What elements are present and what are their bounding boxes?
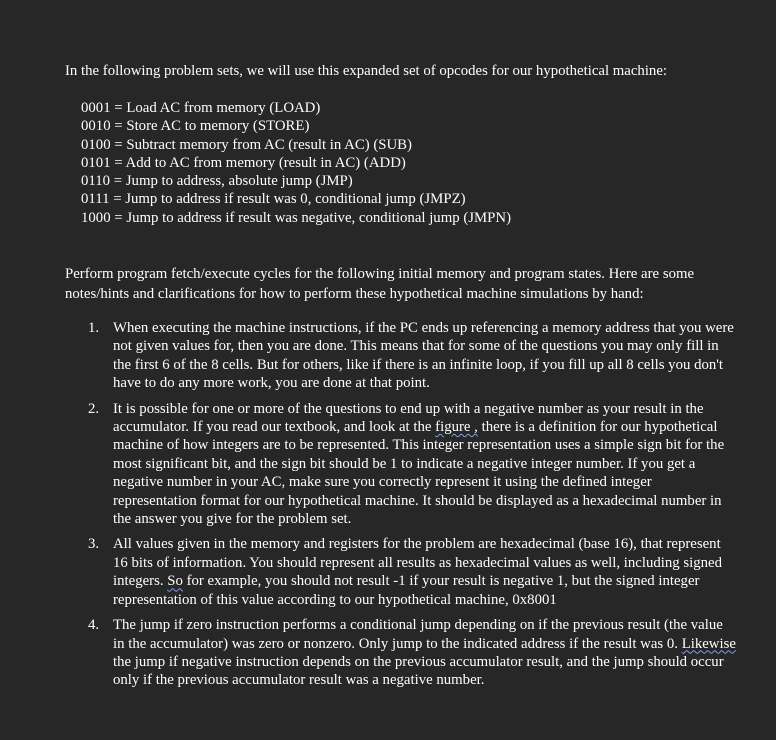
spellcheck-marked-word[interactable]: figure , [435, 419, 478, 436]
note-text [113, 616, 736, 690]
opcode-item: 0101 = Add to AC from memory (result in AC) (ADD) [81, 154, 406, 171]
note-text-segment: It is possible for one or more of the questions to end up with a negative number as your result in the accumulator. If you read our textbook, and look at the [113, 400, 704, 436]
note-text [113, 535, 736, 609]
note-number: 4. [88, 617, 100, 634]
note-number: 2. [88, 400, 100, 417]
opcode-list [81, 99, 511, 227]
opcode-item: 0001 = Load AC from memory (LOAD) [81, 100, 321, 116]
note-text-segment: All values given in the memory and registers for the problem are hexadecimal (base 16), that represent 16 bits of information. You should represent all results as hexadecimal values as well, including signed integers. [113, 536, 723, 590]
note-number: 3. [88, 536, 100, 553]
note-item [88, 400, 736, 529]
opcode-item: 0111 = Jump to address if result was 0, conditional jump (JMPZ) [81, 191, 466, 208]
spellcheck-marked-word[interactable]: So [167, 573, 183, 590]
intro-paragraph: In the following problem sets, we will use this expanded set of opcodes for our hypothetical machine: [65, 63, 668, 79]
opcode-item: 0100 = Subtract memory from AC (result in AC) (SUB) [81, 136, 412, 153]
notes-list [88, 319, 736, 690]
note-item [88, 319, 736, 393]
note-text-segment: for example, you should not result -1 if your result is negative 1, but the signed integer representation of this value according to our hypothetical machine, 0x8001 [113, 573, 700, 608]
note-item [88, 616, 736, 690]
opcode-item: 0110 = Jump to address, absolute jump (JMP) [81, 173, 353, 190]
note-number: 1. [88, 320, 100, 336]
opcode-item: 1000 = Jump to address if result was negative, conditional jump (JMPN) [81, 209, 511, 226]
note-text-segment: there is a definition for our hypothetical machine of how integers are to be represented. This integer representation uses a simple sign bit for the most significant bit, and the sign bit should be 1 to indicate a negative integer number. If you get a negative number in your AC, make sure you correctly represent it using the defined integer representation format for our hypothetical machine. It should be displayed as a hexadecimal number in the answer you give for the problem set. [113, 419, 725, 528]
instructions-paragraph: Perform program fetch/execute cycles for the following initial memory and program states. Here are some notes/hints and clarifications for how to perform these hypothetical machine simulations by hand: [65, 266, 695, 302]
opcode-item: 0010 = Store AC to memory (STORE) [81, 118, 310, 135]
note-text-segment: The jump if zero instruction performs a conditional jump depending on if the previous result (the value in the accumulator) was zero or nonzero. Only jump to the indicated address if the result was 0. [113, 617, 723, 652]
spellcheck-marked-word[interactable]: Likewise [681, 635, 736, 652]
note-text [113, 400, 736, 529]
note-text-segment: the jump if negative instruction depends on the previous accumulator result, and the jump should occur only if the previous accumulator result was a negative number. [113, 653, 724, 689]
note-text: When executing the machine instructions, if the PC ends up referencing a memory address that you were not given values for, then you are done. This means that for some of the questions you may only fill in the first 6 of the 8 cells. But for others, like if there is an infinite loop, if you fill up all 8 cells you don't have to do any more work, you are done at that point. [113, 320, 734, 392]
note-item [88, 535, 736, 609]
